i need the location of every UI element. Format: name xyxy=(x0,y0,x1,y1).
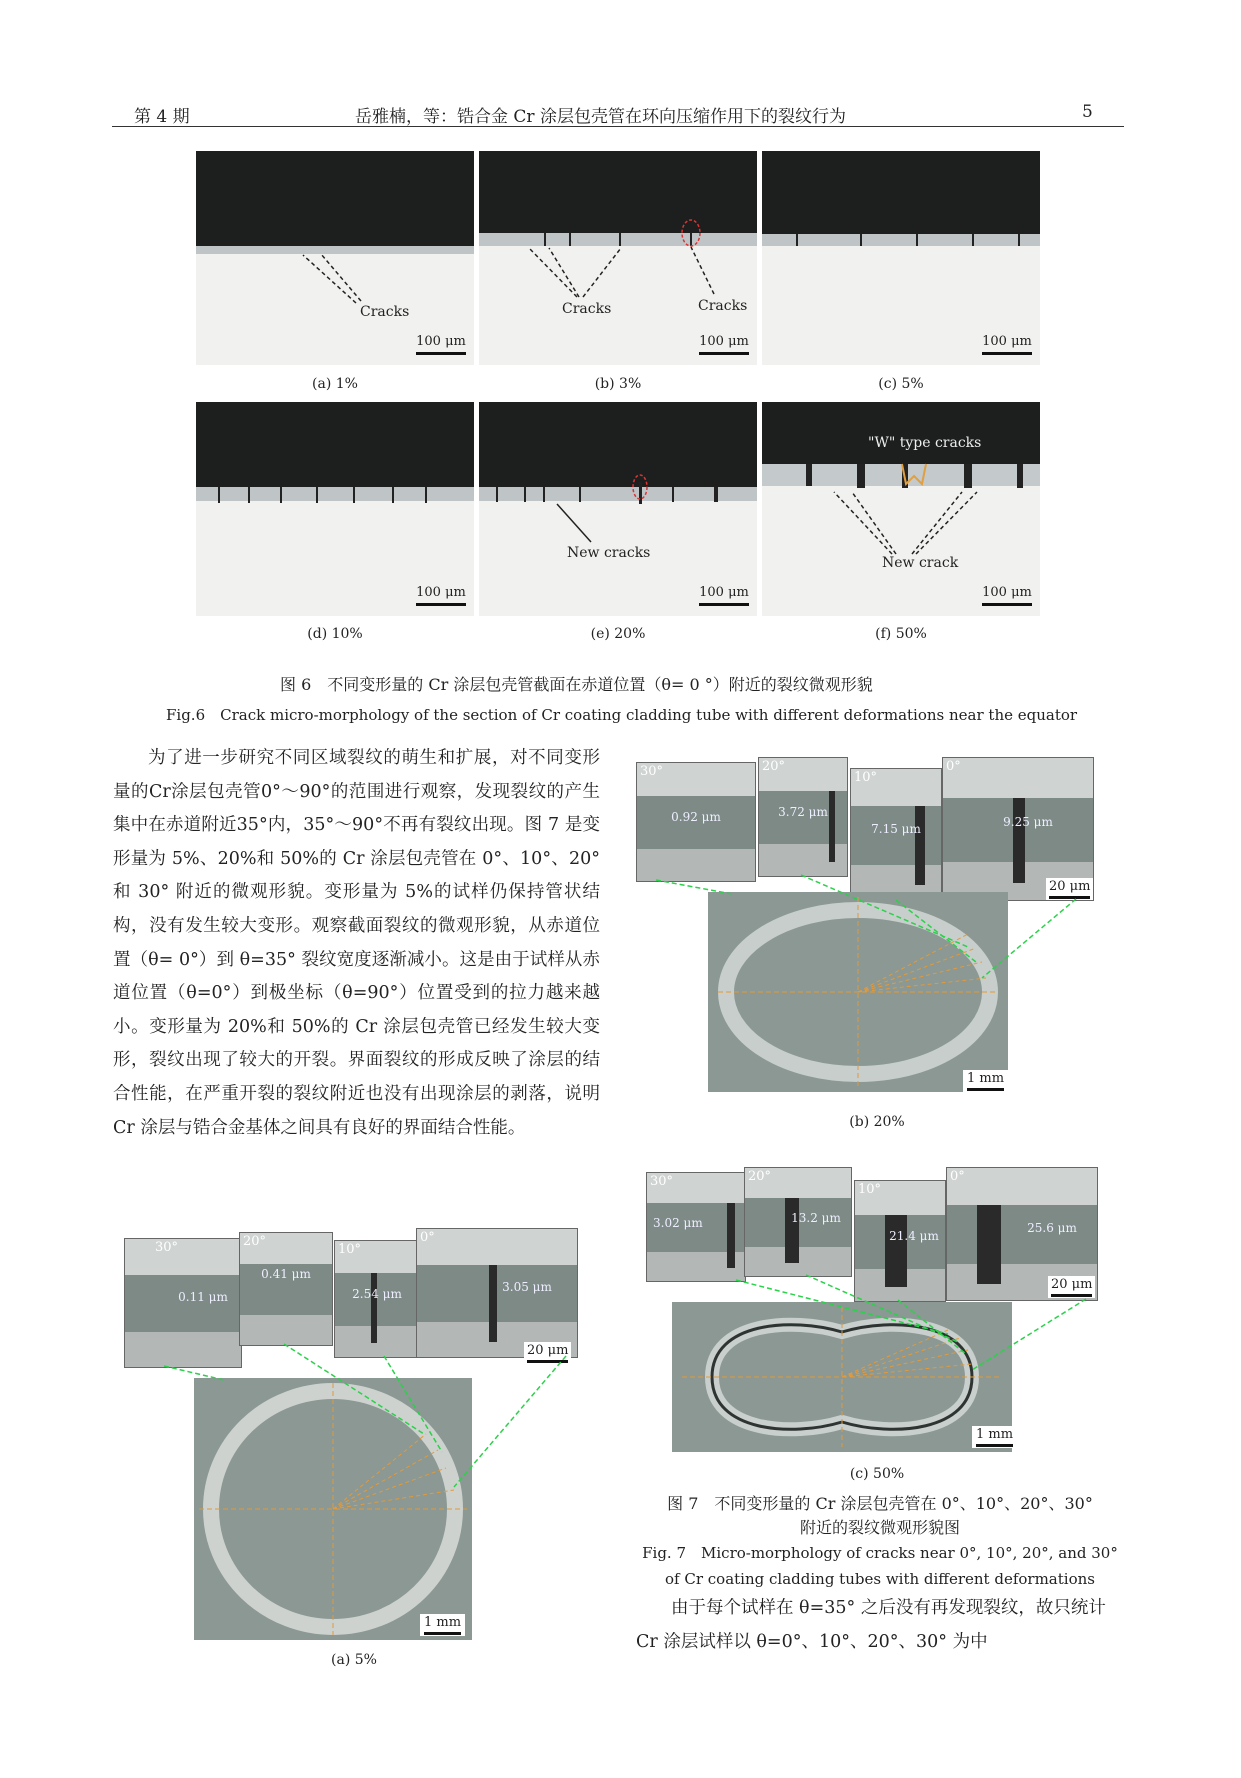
issue-number: 第 4 期 xyxy=(134,107,190,127)
connector-lines xyxy=(636,752,1118,1102)
strip-30: 30° 0.11 μm xyxy=(124,1238,242,1368)
strip-0: 0° 9.25 μm xyxy=(942,757,1094,901)
body-paragraph-1: 为了进一步研究不同区域裂纹的萌生和扩展，对不同变形量的Cr涂层包壳管0°～90°的范围进行观察，发现裂纹的产生集中在赤道附近35°内，35°～90°不再有裂纹出现。图 7 是变形量为 5%、20%和 50%的 Cr 涂层包壳管在 0°、10°、20° 和 30° 附近的微观形貌。变形量为 5%的试样仍保持管状结构，没有发生较大变形。观察截面裂纹的微观形貌，从赤道位置（θ= 0°）到 θ=35° 裂纹宽度逐渐减小。这是由于试样从赤道位置（θ=0°）到极坐标（θ=90°）位置受到的拉力越来越小。变形量为 20%和 50%的 Cr 涂层包壳管已经发生较大变形，裂纹出现了较大的开裂。界面裂纹的形成反映了涂层的结合性能，在严重开裂的裂纹附近也没有出现涂层的剥落，说明 Cr 涂层与锆合金基体之间具有良好的界面结合性能。 xyxy=(113,748,600,1138)
fig6-panel-e xyxy=(479,402,757,616)
scale-20um: 20 μm xyxy=(1048,1276,1095,1298)
scale-bar: 100 μm xyxy=(416,585,466,606)
fig7-caption: 图 7 不同变形量的 Cr 涂层包壳管在 0°、10°、20°、30° 附近的裂纹微观形貌图 Fig. 7 Micro-morphology of cracks near 0°, 10°, 20°, and 30° of Cr coating cladding tubes with different deformations xyxy=(642,1494,1118,1588)
body-paragraph-2: 由于每个试样在 θ=35° 之后没有再发现裂纹，故只统计 Cr 涂层试样以 θ=0°、10°、20°、30° 为中 xyxy=(636,1598,1106,1652)
strip-30: 30° 3.02 μm xyxy=(646,1172,746,1282)
fig6-caption-f: (f) 50% xyxy=(875,626,927,642)
strip-0: 0° 3.05 μm xyxy=(416,1228,578,1358)
label-cracks: Cracks xyxy=(360,304,410,320)
fig7-panel-a xyxy=(124,1222,584,1642)
fig7-panel-b xyxy=(636,752,1118,1102)
strip-20: 20° 0.41 μm xyxy=(239,1232,333,1346)
connector-lines xyxy=(636,1164,1118,1454)
strip-30: 30° 0.92 μm xyxy=(636,762,756,882)
arrow-lines xyxy=(479,402,757,616)
scale-1mm: 1 mm xyxy=(420,1614,465,1636)
fig6-caption-d: (d) 10% xyxy=(307,626,363,642)
fig6-caption-cn: 图 6 不同变形量的 Cr 涂层包壳管截面在赤道位置（θ= 0 °）附近的裂纹微观形貌 xyxy=(280,675,873,694)
label-new-cracks: New cracks xyxy=(567,545,651,561)
fig6-caption-c: (c) 5% xyxy=(878,376,924,392)
strip-10: 10° 21.4 μm xyxy=(854,1180,946,1302)
fig6-panel-b xyxy=(479,151,757,365)
fig6-caption-b: (b) 3% xyxy=(594,376,642,392)
scale-bar: 100 μm xyxy=(416,334,466,355)
arrow-lines xyxy=(479,151,757,365)
scale-20um: 20 μm xyxy=(1046,878,1093,900)
strip-10: 10° 2.54 μm xyxy=(334,1240,420,1358)
arrow-lines xyxy=(762,402,1040,616)
fig6-panel-a xyxy=(196,151,474,365)
fig6-panel-c xyxy=(762,151,1040,365)
label-w-type-cracks: "W" type cracks xyxy=(868,435,982,451)
label-cracks-2: Cracks xyxy=(698,298,748,314)
fig6-panel-f xyxy=(762,402,1040,616)
scale-bar: 100 μm xyxy=(699,585,749,606)
strip-20: 20° 13.2 μm xyxy=(744,1167,852,1277)
label-new-crack: New crack xyxy=(882,555,959,571)
fig7-caption-b: (b) 20% xyxy=(849,1114,905,1130)
scale-1mm: 1 mm xyxy=(972,1426,1017,1448)
fig6-caption-a: (a) 1% xyxy=(312,376,358,392)
scale-bar: 100 μm xyxy=(982,585,1032,606)
fig6-caption-e: (e) 20% xyxy=(590,626,646,642)
scale-20um: 20 μm xyxy=(524,1342,571,1364)
header-rule xyxy=(112,126,1124,127)
scale-bar: 100 μm xyxy=(982,334,1032,355)
fig6-caption-en: Fig.6 Crack micro-morphology of the section of Cr coating cladding tube with different deformations near the equator xyxy=(166,706,1078,724)
fig7-caption-a: (a) 5% xyxy=(331,1652,377,1668)
page-number: 5 xyxy=(1082,102,1093,122)
fig6-panel-d xyxy=(196,402,474,616)
connector-lines xyxy=(124,1222,584,1642)
fig7-panel-c xyxy=(636,1164,1118,1454)
label-cracks-1: Cracks xyxy=(562,301,612,317)
strip-20: 20° 3.72 μm xyxy=(758,757,848,877)
fig7-caption-c: (c) 50% xyxy=(849,1466,905,1482)
scale-1mm: 1 mm xyxy=(963,1070,1008,1092)
scale-bar: 100 μm xyxy=(699,334,749,355)
strip-0: 0° 25.6 μm xyxy=(946,1167,1098,1301)
arrow-lines xyxy=(196,151,474,365)
running-title: 岳雅楠，等：锆合金 Cr 涂层包壳管在环向压缩作用下的裂纹行为 xyxy=(355,107,846,127)
strip-10: 10° 7.15 μm xyxy=(850,768,942,902)
